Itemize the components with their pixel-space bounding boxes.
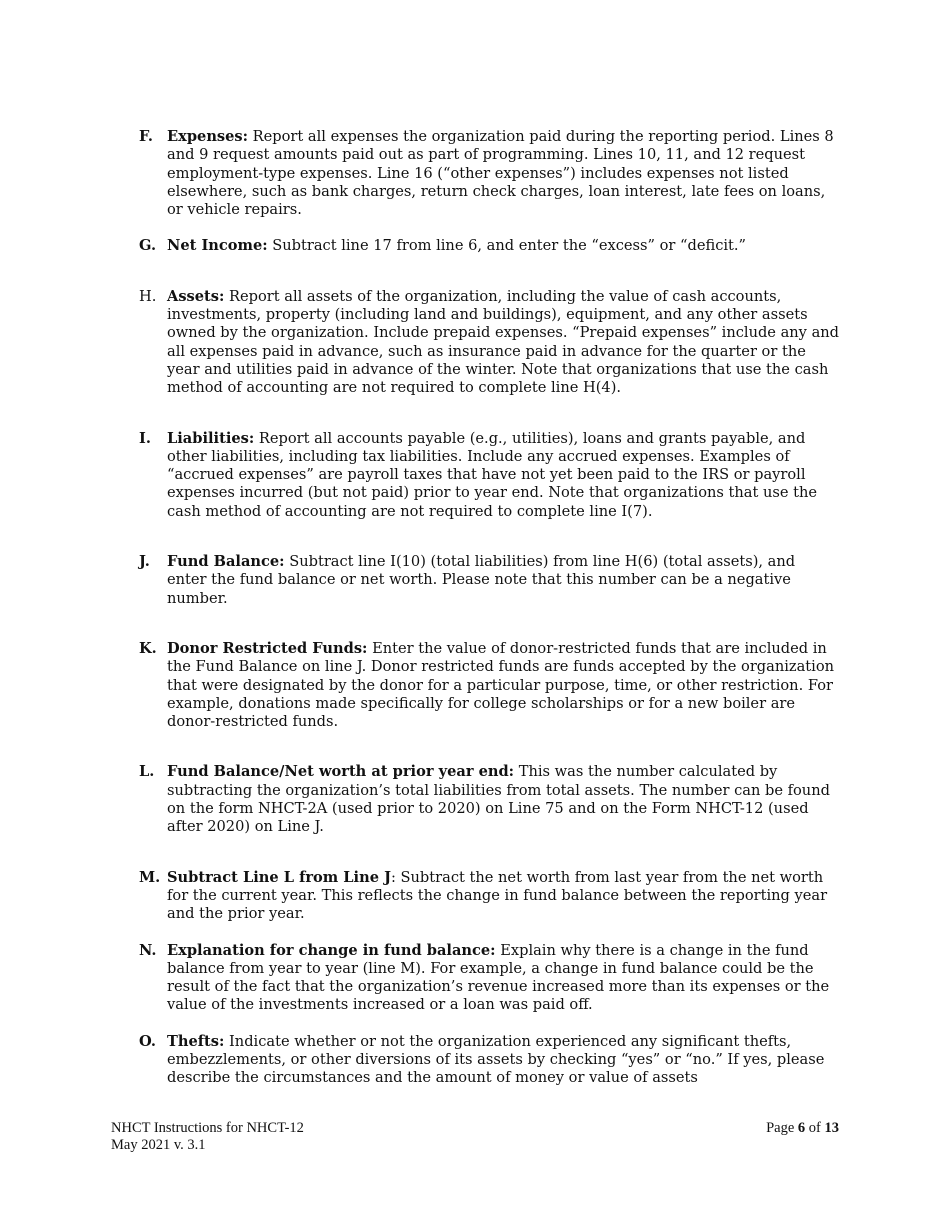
item-text: : Subtract the net worth from last year from the net worth for the current year. This reflects the change in fund balance between the reporting year and the prior year. (167, 868, 828, 923)
instruction-item-k (139, 640, 839, 731)
item-term: Donor Restricted Funds: (167, 639, 368, 657)
item-text: This was the number calculated by subtracting the organization’s total liabilities from total assets. The number can be found on the form NHCT-2A (used prior to 2020) on Line 75 and on the Form NHCT-12 (used after 2020) on Line J. (167, 763, 830, 836)
instruction-item-i (139, 430, 839, 521)
page-total: 13 (824, 1120, 839, 1136)
footer-doc-info (111, 1120, 304, 1154)
instruction-item-o (139, 1033, 839, 1088)
page-label: Page (766, 1120, 795, 1136)
footer-version: May 2021 v. 3.1 (111, 1137, 206, 1153)
item-letter: H. (139, 287, 157, 305)
page-footer (111, 1120, 839, 1154)
instruction-item-n (139, 942, 839, 1015)
instruction-list (139, 128, 839, 1088)
item-text: Indicate whether or not the organization experienced any significant thefts, embezzlements, or other diversions of its assets by checking “yes” or “no.” If yes, please describe the circumstances and the amount of money or value of assets (167, 1032, 825, 1087)
item-text: Report all accounts payable (e.g., utilities), loans and grants payable, and other liabilities, including tax liabilities. Include any accrued expenses. Examples of “accrued expenses” are payroll taxes that have not yet been paid to the IRS or payroll expenses incurred (but not paid) prior to year end. Note that organizations that use the cash method of accounting are not required to complete line I(7). (167, 429, 818, 520)
item-term: Thefts: (167, 1032, 225, 1050)
instruction-item-g (139, 237, 839, 255)
item-term: Expenses: (167, 128, 249, 145)
item-term: Fund Balance: (167, 553, 285, 571)
item-letter: O. (139, 1032, 156, 1050)
item-letter: I. (139, 429, 151, 447)
item-letter: L. (139, 763, 155, 781)
page-of: of (808, 1120, 821, 1136)
item-letter: J. (139, 553, 150, 571)
instruction-item-m (139, 869, 839, 924)
item-term: Subtract Line L from Line J (167, 868, 391, 886)
page-current: 6 (797, 1120, 806, 1136)
footer-doc-title: NHCT Instructions for NHCT-12 (111, 1120, 304, 1136)
page-number (766, 1120, 839, 1137)
instruction-item-h (139, 288, 839, 398)
instruction-item-l (139, 763, 839, 836)
item-term: Net Income: (167, 237, 268, 255)
item-letter: N. (139, 941, 157, 959)
item-text: Report all expenses the organization paid during the reporting period. Lines 8 and 9 request amounts paid out as part of programming. Lines 10, 11, and 12 request employment-type expenses. Line 16 (“other expenses”) includes expenses not listed elsewhere, such as bank charges, return check charges, loan interest, late fees on loans, or vehicle repairs. (167, 128, 834, 219)
item-letter: M. (139, 868, 161, 886)
item-text: Subtract line I(10) (total liabilities) from line H(6) (total assets), and enter the fund balance or net worth. Please note that this number can be a negative number. (167, 553, 796, 607)
instruction-item-j (139, 553, 839, 608)
item-term: Liabilities: (167, 429, 255, 447)
item-letter: K. (139, 639, 157, 657)
item-text: Enter the value of donor-restricted funds that are included in the Fund Balance on line J. Donor restricted funds are funds accepted by the organization that were designated by the donor for a particular purpose, time, or other restriction. For example, donations made specifically for college scholarships or for a new boiler are donor-restricted funds. (167, 639, 835, 731)
item-text: Report all assets of the organization, including the value of cash accounts, investments, property (including land and buildings), equipment, and any other assets owned by the organization. Include prepaid expenses. “Prepaid expenses” include any and all expenses paid in advance, such as insurance paid in advance for the quarter or the year and utilities paid in advance of the winter. Note that organizations that use the cash method of accounting are not required to complete line H(4). (167, 287, 840, 397)
item-term: Assets: (167, 287, 225, 305)
item-term: Fund Balance/Net worth at prior year end: (167, 763, 515, 781)
item-letter: F. (139, 128, 153, 145)
item-text: Subtract line 17 from line 6, and enter the “excess” or “deficit.” (267, 237, 747, 255)
item-term: Explanation for change in fund balance: (167, 941, 496, 959)
instruction-item-f (139, 128, 839, 219)
item-letter: G. (139, 237, 157, 255)
item-text: Explain why there is a change in the fund balance from year to year (line M). For example, a change in fund balance could be the result of the fact that the organization’s revenue increased more than its expenses or the value of the investments increased or a loan was paid off. (167, 941, 830, 1014)
